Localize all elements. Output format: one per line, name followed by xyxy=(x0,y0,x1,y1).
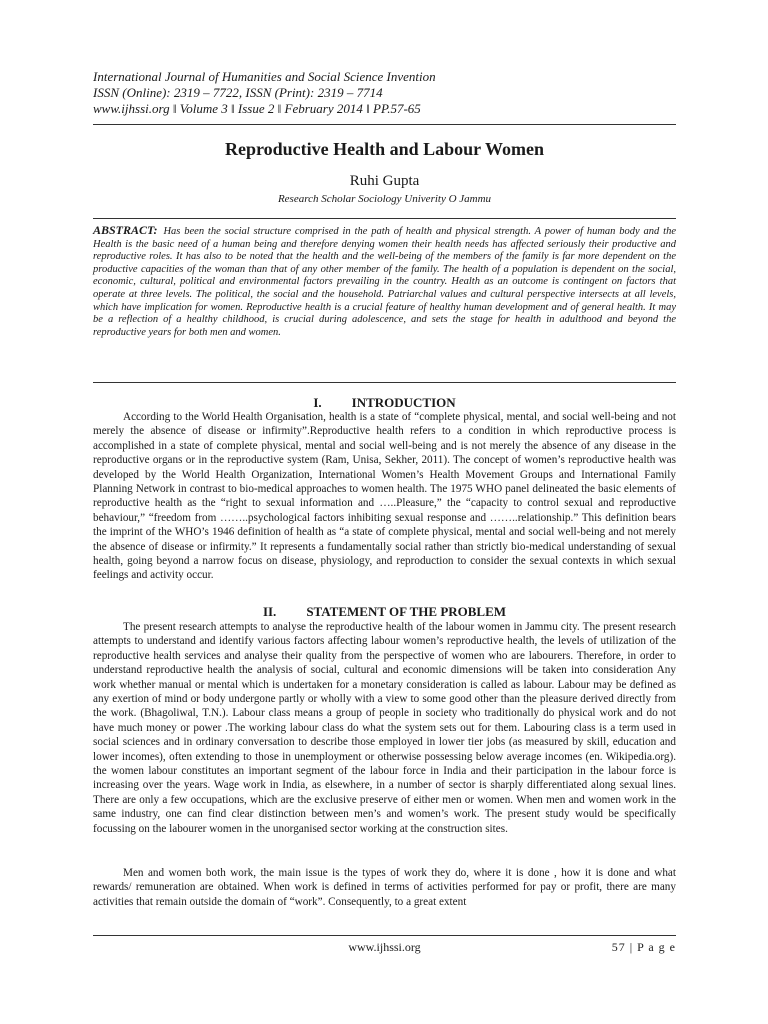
problem-body-continued xyxy=(93,866,676,909)
section-number: II. xyxy=(262,604,277,619)
journal-header xyxy=(93,69,676,117)
page-number: 57 | P a g e xyxy=(611,940,676,954)
problem-body xyxy=(93,620,676,836)
author-name: Ruhi Gupta xyxy=(349,173,420,189)
section-heading-problem xyxy=(93,604,676,620)
abstract xyxy=(93,218,676,383)
introduction-body xyxy=(93,410,676,583)
paragraph: According to the World Health Organisation, health is a state of “complete physical, mental, and social well-being and not merely the absence of disease or infirmity”.Reproductive health refers to a condition in which reproductive process is accomplished in a state of complete physical, mental and social well-being and is not merely the absence of any disease in the reproductive organs or in the reproductive system (Ram, Unisa, Sekher, 2011). The concept of women’s reproductive health was developed by the World Health Organization, International Women’s Health Movement Groups and International Family Planning Network in contrast to bio-medical approaches to women health. The 1975 WHO panel delineated the basic elements of reproductive health as the “right to sexual information and …..Pleasure,” the “capacity to control sexual and reproductive behaviour,” “freedom from ……..psychological factors inhibiting sexual response and ……..relationship.” This definition bears the imprint of the WHO’s 1946 definition of health as “a state of complete physical, mental and social well-being and not merely the absence of disease or infirmity.” It represents a fundamentally social rather than strictly bio-medical understanding of sexual health, going beyond a narrow focus on disease, physiology, and reproduction to consider the sexual contexts in which sexual feelings and activity occur. xyxy=(93,411,676,582)
footer-url: www.ijhssi.org xyxy=(348,940,421,954)
paragraph: The present research attempts to analyse the reproductive health of the labour women in Jammu city. The present research attempts to understand and identify various factors affecting labour women’s reproductive health, the levels of utilization of the reproductive health services and analyse their quality from the perspective of women who are labourers. Therefore, in order to understand reproductive health the analysis of social, cultural and economic dimensions will be taken into consideration Any work whether manual or mental which is undertaken for a monetary consideration is called as labour. Labour may be defined as any exertion of mind or body undergone partly or wholly with a view to some good other than the pleasure derived directly from the work. (Bhagoliwal, T.N.). Labour class means a group of people in society who traditionally do physical work and do not have much money or power .The working labour class do what the system sets out for them. Labouring class is a term used in social sciences and in ordinary conversation to describe those employed in lower tier jobs (as measured by skill, education and lower incomes), often extending to those in unemployment or otherwise possessing below average incomes (en. Wikipedia.org). the women labour constitutes an important segment of the labour force in India and their participation in the labour force is increasing over the years. Wage work in India, as elsewhere, in a number of sector is sharply differentiated along sexual lines. There are only a few occupations, which are the exclusive preserve of either men or women. When men and women work in the same industry, one can find clear distinction between men’s and women’s work. The present study would be specifically focussing on the labourer women in the unorganised sector working at the construction sites. xyxy=(93,621,676,835)
journal-issn: ISSN (Online): 2319 – 7722, ISSN (Print): 2319 – 7714 xyxy=(93,85,383,100)
journal-issue: www.ijhssi.org ǁ Volume 3 ǁ Issue 2 ǁ February 2014 ǁ PP.57-65 xyxy=(93,101,421,116)
paper-title: Reproductive Health and Labour Women xyxy=(224,139,545,159)
abstract-label: ABSTRACT: xyxy=(93,223,158,237)
author-affiliation: Research Scholar Sociology Univerity O Jammu xyxy=(277,193,492,205)
section-title: STATEMENT OF THE PROBLEM xyxy=(306,604,507,619)
abstract-text: Has been the social structure comprised in the path of health and physical strength. A power of human body and the Health is the basic need of a human being and therefore denying women their health needs has affected seriously their productive and reproductive roles. It has also to be noted that the health and the well-being of the members of the family is far more dependent on the productive capacities of the woman than that of any other member of the family. The health of a population is dependent on the social, economic, cultural, political and environmental factors prevailing in the country. Health as an outcome is contingent on factors that operate at three levels. The political, the social and the household. Patriarchal values and cultural perspective intersects at all levels, which have implication for women. Reproductive health is a crucial feature of healthy human development and of general health. It may be a reflection of a healthy childhood, is crucial during adolescence, and sets the stage for health in adulthood and beyond the reproductive years for both men and women. xyxy=(93,226,676,338)
footer-divider xyxy=(93,935,676,936)
section-heading-introduction xyxy=(93,395,676,411)
paragraph: Men and women both work, the main issue is the types of work they do, where it is done , how it is done and what rewards/ remuneration are obtained. When work is defined in terms of activities performed for pay or profit, there are many activities that remain outside the domain of “work”. Consequently, to a great extent xyxy=(93,867,676,908)
section-number: I. xyxy=(313,395,322,410)
header-divider xyxy=(93,124,676,125)
section-title: INTRODUCTION xyxy=(351,395,456,410)
journal-name: International Journal of Humanities and Social Science Invention xyxy=(93,69,436,84)
